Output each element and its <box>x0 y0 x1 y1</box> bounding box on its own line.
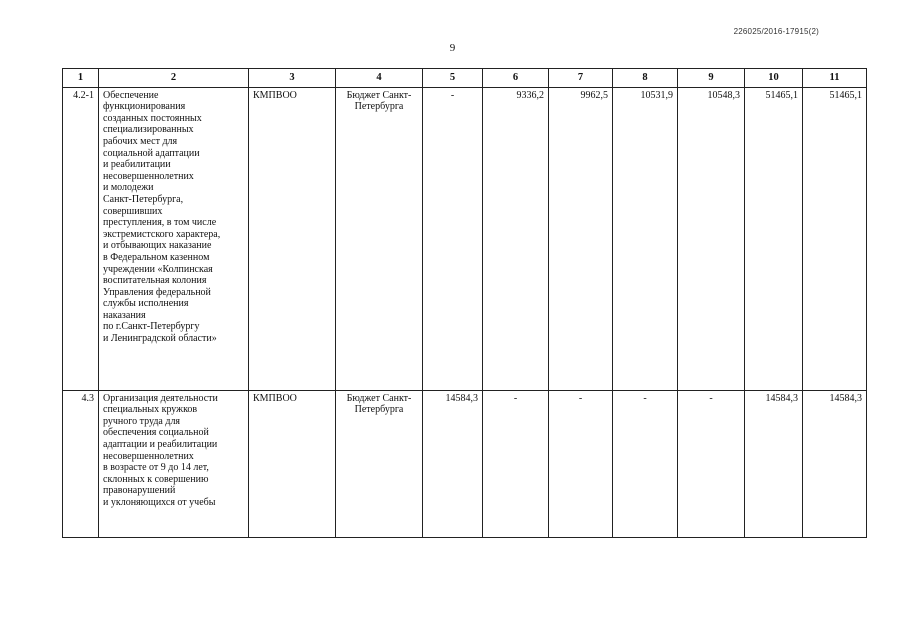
row-organization: КМПВОО <box>249 390 336 537</box>
description-line: адаптации и реабилитации <box>103 438 218 450</box>
row-value-col11: 51465,1 <box>803 87 867 390</box>
row-number: 4.2-1 <box>63 87 99 390</box>
row-value-col10: 14584,3 <box>745 390 803 537</box>
row-value-col9: 10548,3 <box>678 87 745 390</box>
description-line: по г.Санкт-Петербургу <box>103 321 200 333</box>
row-value-col5: - <box>423 87 483 390</box>
description-line: Организация деятельности <box>103 392 218 404</box>
description-line: функционирования <box>103 101 186 113</box>
column-header: 1 <box>63 69 99 88</box>
description-line: учреждении «Колпинская <box>103 263 213 275</box>
row-value-col10: 51465,1 <box>745 87 803 390</box>
row-value-col8: - <box>613 390 678 537</box>
table-row <box>63 390 867 537</box>
description-line: Санкт-Петербурга, <box>103 193 184 205</box>
description-line: и уклоняющихся от учебы <box>103 496 216 508</box>
column-header: 10 <box>745 69 803 88</box>
description-line: преступления, в том числе <box>103 217 217 229</box>
description-line: специализированных <box>103 124 194 136</box>
description-line: совершивших <box>103 205 163 217</box>
description-line: созданных постоянных <box>103 112 202 124</box>
table-row <box>63 87 867 390</box>
table-header-row <box>63 69 867 88</box>
page-number: 9 <box>449 42 456 54</box>
description-line: и отбывающих наказание <box>103 240 212 252</box>
row-number: 4.3 <box>63 390 99 537</box>
description-line: и молодежи <box>103 182 154 194</box>
column-header: 6 <box>483 69 549 88</box>
budget-table <box>62 68 867 538</box>
column-header: 5 <box>423 69 483 88</box>
row-value-col8: 10531,9 <box>613 87 678 390</box>
description-line: специальных кружков <box>103 404 198 416</box>
row-funding-source: Бюджет Санкт-Петербурга <box>336 390 423 537</box>
description-line: и реабилитации <box>103 159 171 171</box>
description-line: ручного труда для <box>103 415 181 427</box>
row-value-col9: - <box>678 390 745 537</box>
row-description <box>99 87 249 390</box>
description-line: экстремистского характера, <box>103 228 221 240</box>
description-line: несовершеннолетних <box>103 170 194 182</box>
column-header: 2 <box>99 69 249 88</box>
row-value-col6: 9336,2 <box>483 87 549 390</box>
column-header: 8 <box>613 69 678 88</box>
description-line: Управления федеральной <box>103 286 211 298</box>
row-value-col5: 14584,3 <box>423 390 483 537</box>
description-line: правонарушений <box>103 485 176 497</box>
column-header: 11 <box>803 69 867 88</box>
description-line: Обеспечение <box>103 89 159 101</box>
row-funding-source: Бюджет Санкт-Петербурга <box>336 87 423 390</box>
description-line: склонных к совершению <box>103 473 209 485</box>
description-line: рабочих мест для <box>103 135 178 147</box>
description-line: воспитательная колония <box>103 275 207 287</box>
row-value-col7: - <box>549 390 613 537</box>
description-line: наказания <box>103 309 146 321</box>
description-line: в Федеральном казенном <box>103 251 210 263</box>
row-value-col11: 14584,3 <box>803 390 867 537</box>
description-line: социальной адаптации <box>103 147 200 159</box>
row-organization: КМПВОО <box>249 87 336 390</box>
description-line: в возрасте от 9 до 14 лет, <box>103 462 209 474</box>
document-id: 226025/2016-17915(2) <box>733 27 819 36</box>
description-line: и Ленинградской области» <box>103 333 217 345</box>
column-header: 4 <box>336 69 423 88</box>
row-value-col7: 9962,5 <box>549 87 613 390</box>
row-description <box>99 390 249 537</box>
column-header: 7 <box>549 69 613 88</box>
column-header: 9 <box>678 69 745 88</box>
description-line: несовершеннолетних <box>103 450 194 462</box>
description-line: службы исполнения <box>103 298 189 310</box>
column-header: 3 <box>249 69 336 88</box>
row-value-col6: - <box>483 390 549 537</box>
description-line: обеспечения социальной <box>103 427 209 439</box>
